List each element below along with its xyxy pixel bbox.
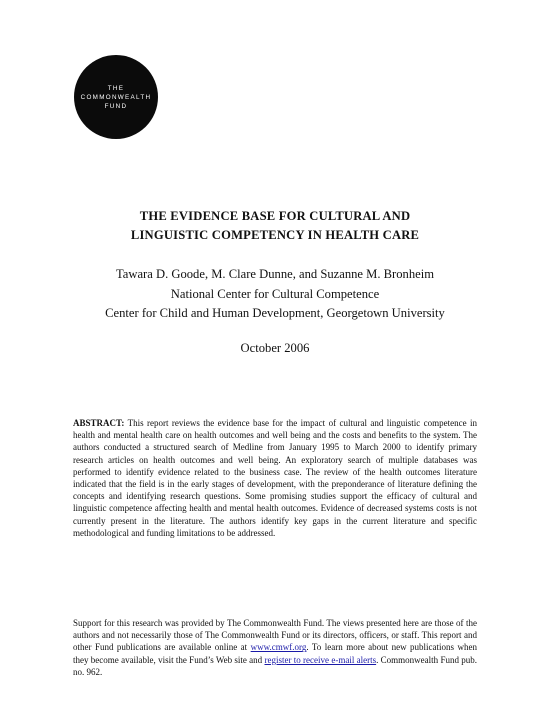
abstract-text: This report reviews the evidence base for the impact of cultural and linguistic competence in health and mental health care on health outcomes and well being and the costs and benefits to the system. The authors conducted a structured search of Medline from January 1995 to March 2000 to identify primary research articles on health outcomes and well being. An exploratory search of multiple databases was performed to identify evidence related to the business case. The review of the health outcomes literature indicated that the field is in the early stages of development, with the preponderance of literature defining the concepts and identifying research questions. Some promising studies support the efficacy of cultural and linguistic competence affecting health and mental health outcomes. Evidence of decreased systems costs is not currently present in the literature. The authors identify key gaps in the current literature and specific methodological and funding limitations to be addressed. [73, 418, 477, 538]
email-alerts-link[interactable]: register to receive e-mail alerts [264, 654, 377, 665]
affiliation-2: Center for Child and Human Development, Georgetown University [105, 306, 445, 320]
title-line-1: THE EVIDENCE BASE FOR CULTURAL AND [139, 209, 411, 223]
report-title [0, 207, 550, 245]
logo-line-2: COMMONWEALTH [80, 93, 152, 101]
title-line-2: LINGUISTIC COMPETENCY IN HEALTH CARE [130, 228, 420, 242]
logo-line-1: THE [107, 84, 125, 92]
affiliation-1: National Center for Cultural Competence [170, 286, 380, 301]
abstract [73, 417, 477, 539]
logo-line-3: FUND [104, 102, 128, 110]
funding-note [73, 617, 477, 678]
funding-note-text-2: . To learn more about new publications when they become available, visit the Fund’s Web site and [73, 642, 477, 665]
abstract-heading: ABSTRACT: [73, 418, 125, 428]
author-block [0, 265, 550, 324]
funding-note-text-1: Support for this research was provided by The Commonwealth Fund. The views presented here are those of the authors and not necessarily those of The Commonwealth Fund or its directors, officers, or staff. This report and other Fund publications are available online at [73, 618, 477, 653]
commonwealth-fund-logo [74, 55, 158, 139]
author-names: Tawara D. Goode, M. Clare Dunne, and Suzanne M. Bronheim [115, 267, 435, 281]
website-link[interactable]: www.cmwf.org [250, 642, 307, 653]
funding-note-text-3: . Commonwealth Fund pub. no. 962. [73, 654, 477, 677]
publication-date: October 2006 [240, 341, 310, 355]
